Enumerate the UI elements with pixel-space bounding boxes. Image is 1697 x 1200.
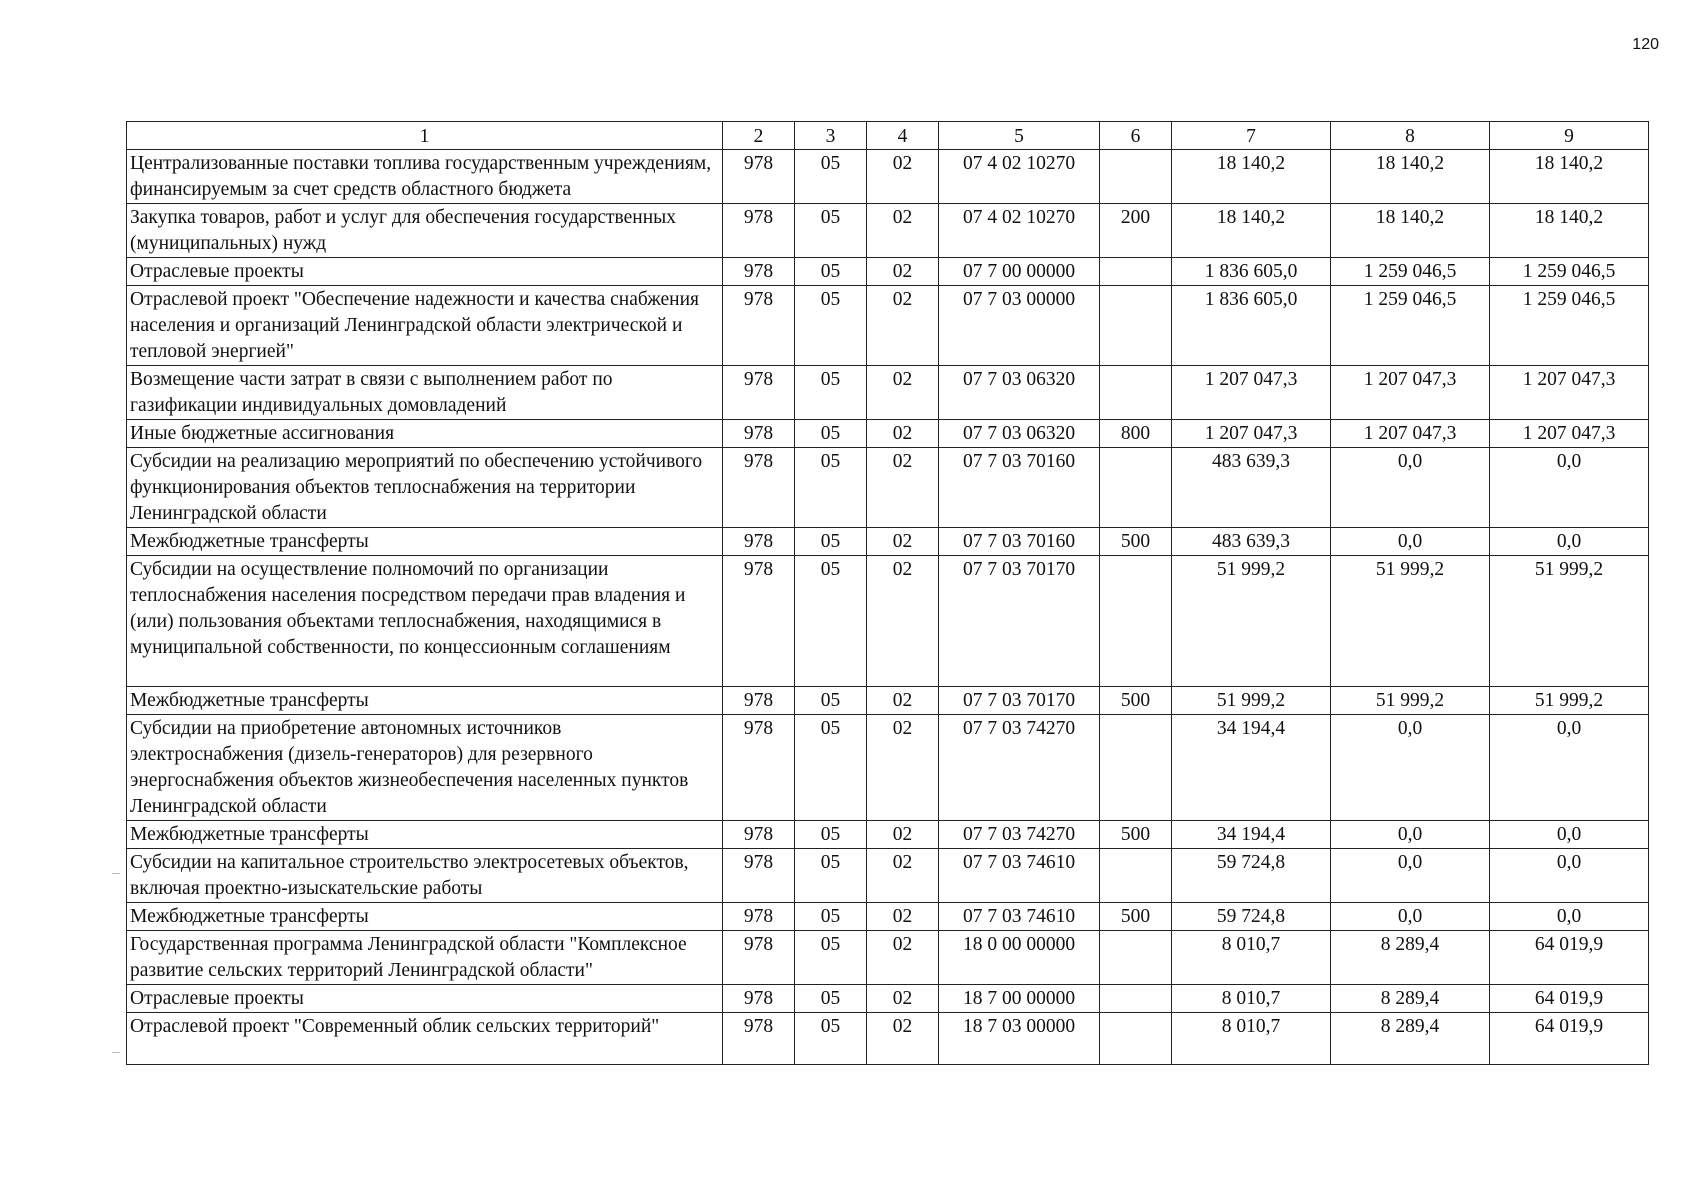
table-row [127, 556, 1649, 687]
column-header: 6 [1100, 122, 1172, 150]
row-name: Государственная программа Ленинградской области "Комплексное развитие сельских территорий Ленинградской области" [127, 931, 723, 985]
row-amount-3: 0,0 [1490, 849, 1649, 903]
row-amount-2: 51 999,2 [1331, 687, 1490, 715]
row-admin-code: 978 [723, 1013, 795, 1065]
row-expense-type [1100, 985, 1172, 1013]
row-subsection: 02 [867, 366, 939, 420]
row-amount-1: 34 194,4 [1172, 821, 1331, 849]
row-name: Субсидии на капитальное строительство электросетевых объектов, включая проектно-изыскательские работы [127, 849, 723, 903]
column-header: 3 [795, 122, 867, 150]
row-name: Субсидии на осуществление полномочий по организации теплоснабжения населения посредством передачи прав владения и (или) пользования объектами теплоснабжения, находящимися в муниципальной собственности, по концессионным соглашениям [127, 556, 723, 687]
row-expense-type: 500 [1100, 687, 1172, 715]
header-row [127, 122, 1649, 150]
scan-mark [112, 1052, 120, 1053]
row-name: Отраслевые проекты [127, 258, 723, 286]
table-row [127, 849, 1649, 903]
row-admin-code: 978 [723, 366, 795, 420]
row-subsection: 02 [867, 420, 939, 448]
row-amount-3: 0,0 [1490, 821, 1649, 849]
row-section: 05 [795, 556, 867, 687]
row-subsection: 02 [867, 821, 939, 849]
row-admin-code: 978 [723, 204, 795, 258]
table-row [127, 286, 1649, 366]
row-subsection: 02 [867, 715, 939, 821]
row-amount-2: 18 140,2 [1331, 150, 1490, 204]
row-admin-code: 978 [723, 687, 795, 715]
row-target-article: 07 4 02 10270 [939, 204, 1100, 258]
row-amount-1: 59 724,8 [1172, 903, 1331, 931]
row-admin-code: 978 [723, 931, 795, 985]
row-target-article: 07 7 03 74270 [939, 715, 1100, 821]
table-row [127, 150, 1649, 204]
row-amount-2: 1 259 046,5 [1331, 258, 1490, 286]
row-admin-code: 978 [723, 286, 795, 366]
row-amount-3: 51 999,2 [1490, 556, 1649, 687]
column-header: 7 [1172, 122, 1331, 150]
row-admin-code: 978 [723, 715, 795, 821]
row-target-article: 07 7 03 70160 [939, 528, 1100, 556]
row-amount-2: 1 207 047,3 [1331, 420, 1490, 448]
row-target-article: 07 7 00 00000 [939, 258, 1100, 286]
row-section: 05 [795, 150, 867, 204]
row-name: Субсидии на приобретение автономных источников электроснабжения (дизель-генераторов) для резервного энергоснабжения объектов жизнеобеспечения населенных пунктов Ленинградской области [127, 715, 723, 821]
table-row [127, 204, 1649, 258]
row-amount-1: 483 639,3 [1172, 528, 1331, 556]
row-name: Субсидии на реализацию мероприятий по обеспечению устойчивого функционирования объектов теплоснабжения на территории Ленинградской области [127, 448, 723, 528]
row-target-article: 18 0 00 00000 [939, 931, 1100, 985]
row-amount-1: 34 194,4 [1172, 715, 1331, 821]
row-amount-1: 1 836 605,0 [1172, 258, 1331, 286]
table-row [127, 821, 1649, 849]
row-amount-2: 0,0 [1331, 903, 1490, 931]
row-subsection: 02 [867, 687, 939, 715]
row-amount-3: 1 259 046,5 [1490, 286, 1649, 366]
row-name: Иные бюджетные ассигнования [127, 420, 723, 448]
row-amount-2: 8 289,4 [1331, 985, 1490, 1013]
row-target-article: 07 7 03 00000 [939, 286, 1100, 366]
row-name: Закупка товаров, работ и услуг для обеспечения государственных (муниципальных) нужд [127, 204, 723, 258]
table-row [127, 366, 1649, 420]
table-row [127, 931, 1649, 985]
row-subsection: 02 [867, 849, 939, 903]
row-amount-2: 1 207 047,3 [1331, 366, 1490, 420]
table-row [127, 420, 1649, 448]
row-subsection: 02 [867, 150, 939, 204]
row-target-article: 18 7 00 00000 [939, 985, 1100, 1013]
row-section: 05 [795, 448, 867, 528]
row-section: 05 [795, 1013, 867, 1065]
row-expense-type [1100, 258, 1172, 286]
table-row [127, 687, 1649, 715]
scan-mark [112, 873, 120, 874]
row-admin-code: 978 [723, 528, 795, 556]
row-admin-code: 978 [723, 903, 795, 931]
row-expense-type [1100, 849, 1172, 903]
row-subsection: 02 [867, 1013, 939, 1065]
row-section: 05 [795, 286, 867, 366]
row-amount-2: 0,0 [1331, 715, 1490, 821]
row-expense-type: 500 [1100, 528, 1172, 556]
row-name: Отраслевой проект "Современный облик сельских территорий" [127, 1013, 723, 1065]
row-amount-3: 64 019,9 [1490, 1013, 1649, 1065]
row-amount-3: 18 140,2 [1490, 150, 1649, 204]
row-amount-1: 8 010,7 [1172, 1013, 1331, 1065]
row-amount-3: 0,0 [1490, 903, 1649, 931]
row-section: 05 [795, 258, 867, 286]
row-amount-3: 18 140,2 [1490, 204, 1649, 258]
row-amount-1: 8 010,7 [1172, 931, 1331, 985]
table-row [127, 448, 1649, 528]
row-subsection: 02 [867, 931, 939, 985]
row-subsection: 02 [867, 528, 939, 556]
row-subsection: 02 [867, 204, 939, 258]
row-name: Централизованные поставки топлива государственным учреждениям, финансируемым за счет средств областного бюджета [127, 150, 723, 204]
row-amount-1: 1 836 605,0 [1172, 286, 1331, 366]
budget-table [126, 121, 1649, 1065]
table-row [127, 903, 1649, 931]
table-row [127, 528, 1649, 556]
row-target-article: 18 7 03 00000 [939, 1013, 1100, 1065]
table-row [127, 985, 1649, 1013]
row-admin-code: 978 [723, 849, 795, 903]
row-amount-2: 0,0 [1331, 849, 1490, 903]
row-expense-type [1100, 931, 1172, 985]
row-amount-2: 51 999,2 [1331, 556, 1490, 687]
table-row [127, 715, 1649, 821]
row-name: Отраслевые проекты [127, 985, 723, 1013]
row-amount-2: 0,0 [1331, 821, 1490, 849]
row-amount-3: 51 999,2 [1490, 687, 1649, 715]
row-name: Возмещение части затрат в связи с выполнением работ по газификации индивидуальных домовладений [127, 366, 723, 420]
row-section: 05 [795, 528, 867, 556]
row-section: 05 [795, 715, 867, 821]
row-admin-code: 978 [723, 448, 795, 528]
row-amount-2: 18 140,2 [1331, 204, 1490, 258]
row-target-article: 07 7 03 70170 [939, 687, 1100, 715]
row-section: 05 [795, 687, 867, 715]
row-admin-code: 978 [723, 985, 795, 1013]
row-expense-type: 800 [1100, 420, 1172, 448]
row-target-article: 07 7 03 06320 [939, 420, 1100, 448]
row-amount-2: 8 289,4 [1331, 931, 1490, 985]
table-row [127, 258, 1649, 286]
row-section: 05 [795, 204, 867, 258]
row-section: 05 [795, 849, 867, 903]
row-amount-1: 51 999,2 [1172, 556, 1331, 687]
row-amount-1: 51 999,2 [1172, 687, 1331, 715]
row-target-article: 07 7 03 70170 [939, 556, 1100, 687]
column-header: 2 [723, 122, 795, 150]
row-subsection: 02 [867, 258, 939, 286]
row-target-article: 07 7 03 74610 [939, 903, 1100, 931]
row-admin-code: 978 [723, 150, 795, 204]
row-subsection: 02 [867, 903, 939, 931]
column-header: 5 [939, 122, 1100, 150]
row-section: 05 [795, 931, 867, 985]
row-expense-type: 500 [1100, 903, 1172, 931]
row-name: Межбюджетные трансферты [127, 687, 723, 715]
row-amount-3: 0,0 [1490, 528, 1649, 556]
row-admin-code: 978 [723, 556, 795, 687]
row-amount-3: 64 019,9 [1490, 985, 1649, 1013]
row-subsection: 02 [867, 448, 939, 528]
row-expense-type: 500 [1100, 821, 1172, 849]
row-target-article: 07 7 03 06320 [939, 366, 1100, 420]
row-expense-type: 200 [1100, 204, 1172, 258]
row-amount-3: 64 019,9 [1490, 931, 1649, 985]
row-subsection: 02 [867, 556, 939, 687]
row-amount-3: 1 207 047,3 [1490, 366, 1649, 420]
row-section: 05 [795, 366, 867, 420]
row-target-article: 07 7 03 70160 [939, 448, 1100, 528]
row-name: Межбюджетные трансферты [127, 528, 723, 556]
row-admin-code: 978 [723, 821, 795, 849]
row-expense-type [1100, 715, 1172, 821]
row-expense-type [1100, 448, 1172, 528]
row-amount-1: 18 140,2 [1172, 204, 1331, 258]
row-expense-type [1100, 286, 1172, 366]
row-amount-2: 8 289,4 [1331, 1013, 1490, 1065]
row-target-article: 07 4 02 10270 [939, 150, 1100, 204]
row-amount-2: 0,0 [1331, 528, 1490, 556]
column-header: 4 [867, 122, 939, 150]
row-section: 05 [795, 821, 867, 849]
row-target-article: 07 7 03 74610 [939, 849, 1100, 903]
row-amount-1: 8 010,7 [1172, 985, 1331, 1013]
row-expense-type [1100, 366, 1172, 420]
row-subsection: 02 [867, 286, 939, 366]
row-name: Отраслевой проект "Обеспечение надежности и качества снабжения населения и организаций Ленинградской области электрической и тепловой энергией" [127, 286, 723, 366]
row-amount-1: 483 639,3 [1172, 448, 1331, 528]
row-section: 05 [795, 985, 867, 1013]
row-admin-code: 978 [723, 258, 795, 286]
row-amount-3: 1 259 046,5 [1490, 258, 1649, 286]
row-admin-code: 978 [723, 420, 795, 448]
row-name: Межбюджетные трансферты [127, 903, 723, 931]
row-amount-1: 18 140,2 [1172, 150, 1331, 204]
row-amount-1: 1 207 047,3 [1172, 366, 1331, 420]
column-header: 8 [1331, 122, 1490, 150]
row-amount-3: 1 207 047,3 [1490, 420, 1649, 448]
row-target-article: 07 7 03 74270 [939, 821, 1100, 849]
row-expense-type [1100, 1013, 1172, 1065]
row-amount-1: 59 724,8 [1172, 849, 1331, 903]
column-header: 1 [127, 122, 723, 150]
row-expense-type [1100, 556, 1172, 687]
table-row [127, 1013, 1649, 1065]
row-expense-type [1100, 150, 1172, 204]
row-amount-2: 0,0 [1331, 448, 1490, 528]
row-name: Межбюджетные трансферты [127, 821, 723, 849]
row-amount-3: 0,0 [1490, 448, 1649, 528]
row-section: 05 [795, 903, 867, 931]
row-amount-3: 0,0 [1490, 715, 1649, 821]
row-subsection: 02 [867, 985, 939, 1013]
column-header: 9 [1490, 122, 1649, 150]
row-amount-1: 1 207 047,3 [1172, 420, 1331, 448]
row-section: 05 [795, 420, 867, 448]
row-amount-2: 1 259 046,5 [1331, 286, 1490, 366]
page-number: 120 [1632, 36, 1659, 53]
